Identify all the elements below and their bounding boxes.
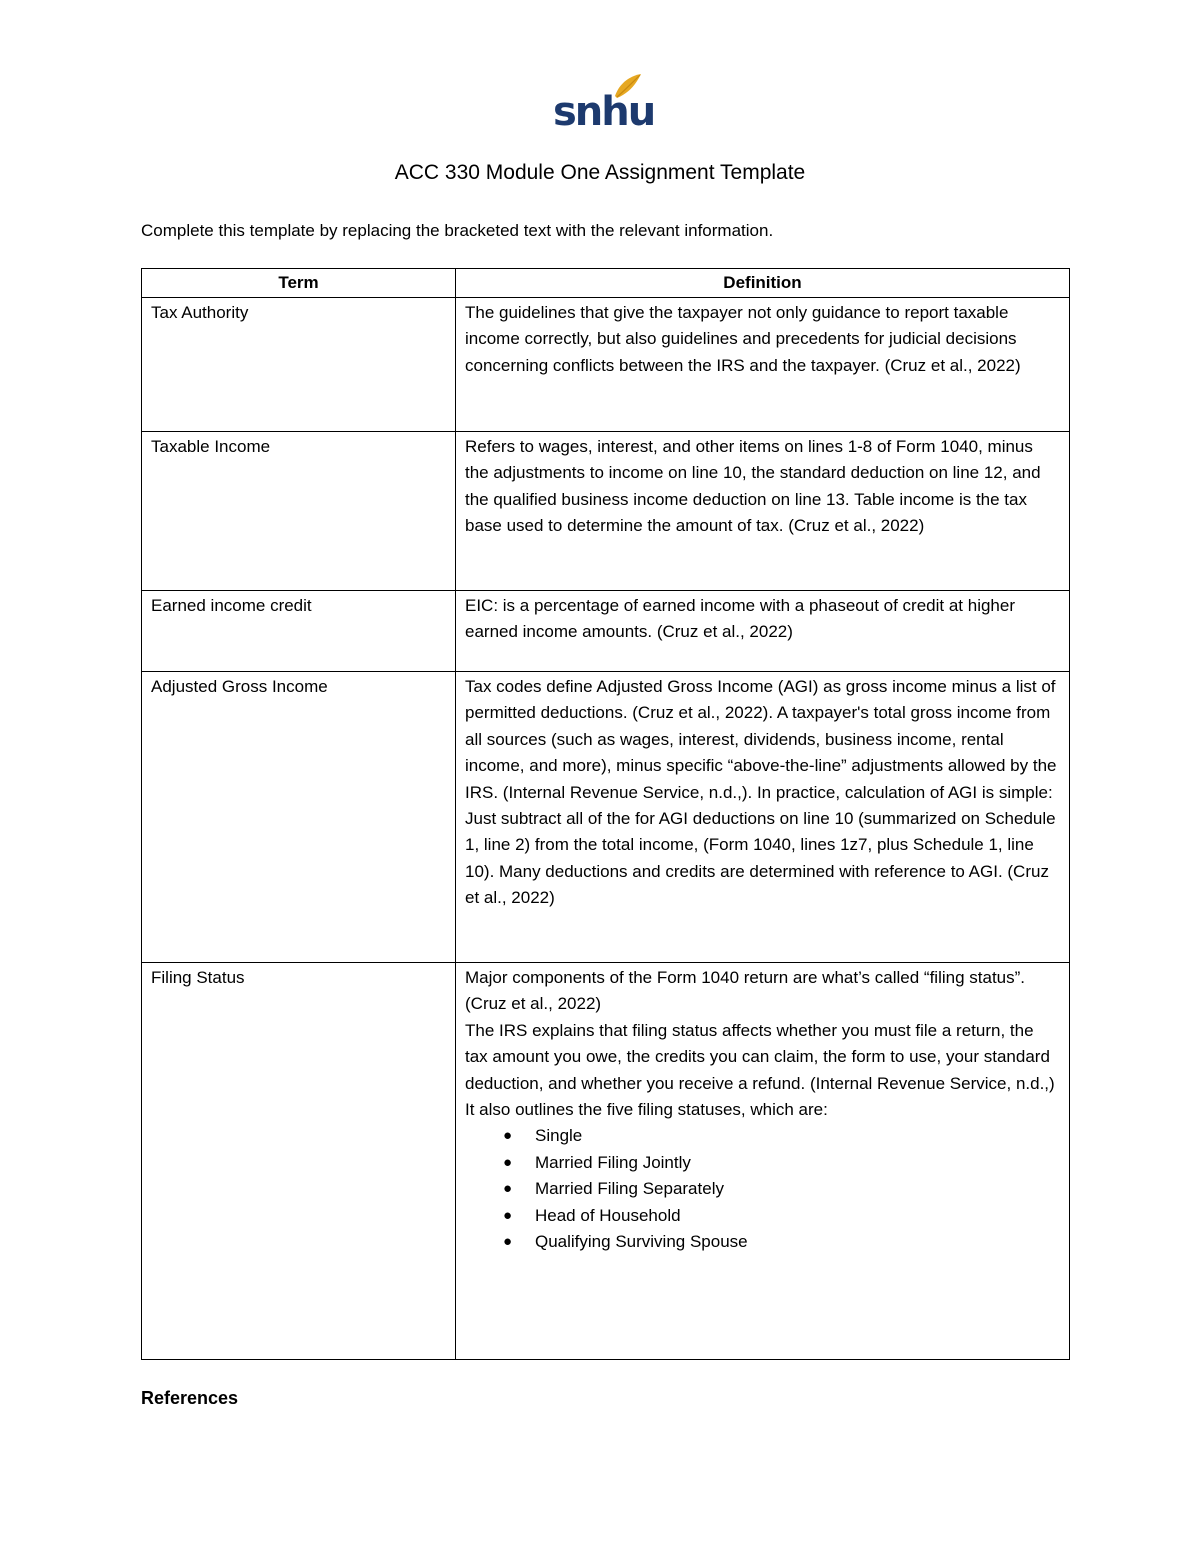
- filing-status-list: [465, 1123, 1060, 1255]
- bullet-icon: ●: [503, 1153, 513, 1171]
- table-header-row: [142, 269, 1070, 298]
- term-cell: Adjusted Gross Income: [142, 672, 456, 963]
- term-cell: Taxable Income: [142, 432, 456, 591]
- definition-cell: The guidelines that give the taxpayer not only guidance to report taxable income correctly, but also guidelines and precedents for judicial decisions concerning conflicts between the IRS and the taxpayer. (Cruz et al., 2022): [456, 298, 1070, 432]
- definition-paragraph: Major components of the Form 1040 return are what’s called “filing status”. (Cruz et al., 2022): [465, 968, 1026, 1014]
- table-row: [142, 591, 1070, 672]
- definition-paragraph: The IRS explains that filing status affects whether you must file a return, the tax amount you owe, the credits you can claim, the form to use, your standard deduction, and whether you receive a refund. (Internal Revenue Service, n.d.,): [465, 1020, 1055, 1093]
- table-row: [142, 963, 1070, 1360]
- list-item: [503, 1123, 1060, 1149]
- list-item-label: Married Filing Separately: [535, 1179, 724, 1199]
- definition-column-header: Definition: [456, 269, 1070, 298]
- terms-table: [141, 268, 1070, 1360]
- definition-cell: EIC: is a percentage of earned income with a phaseout of credit at higher earned income amounts. (Cruz et al., 2022): [456, 591, 1070, 672]
- bullet-icon: ●: [503, 1127, 513, 1145]
- logo-wordmark: snhu: [553, 89, 655, 135]
- term-column-header: Term: [142, 269, 456, 298]
- definition-cell: Refers to wages, interest, and other items on lines 1-8 of Form 1040, minus the adjustments to income on line 10, the standard deduction on line 12, and the qualified business income deduction on line 13. Table income is the tax base used to determine the amount of tax. (Cruz et al., 2022): [456, 432, 1070, 591]
- instructions-text: Complete this template by replacing the bracketed text with the relevant information.: [141, 221, 774, 240]
- snhu-logo: [553, 72, 655, 136]
- definition-cell: [456, 963, 1070, 1360]
- term-cell: Earned income credit: [142, 591, 456, 672]
- term-cell: Filing Status: [142, 963, 456, 1360]
- table-row: [142, 672, 1070, 963]
- list-item-label: Single: [535, 1126, 583, 1146]
- list-item-label: Head of Household: [535, 1205, 681, 1225]
- references-heading: References: [141, 1388, 239, 1408]
- definition-cell: Tax codes define Adjusted Gross Income (AGI) as gross income minus a list of permitted deductions. (Cruz et al., 2022). A taxpayer's total gross income from all sources (such as wages, interest, dividends, business income, rental income, and more), minus specific “above-the-line” adjustments allowed by the IRS. (Internal Revenue Service, n.d.,). In practice, calculation of AGI is simple: Just subtract all of the for AGI deductions on line 10 (summarized on Schedule 1, line 2) from the total income, (Form 1040, lines 1z7, plus Schedule 1, line 10). Many deductions and credits are determined with reference to AGI. (Cruz et al., 2022): [456, 672, 1070, 963]
- list-item-label: Married Filing Jointly: [535, 1152, 691, 1172]
- list-item: [503, 1150, 1060, 1176]
- list-item: [503, 1229, 1060, 1255]
- list-item: [503, 1203, 1060, 1229]
- table-row: [142, 432, 1070, 591]
- page-title: ACC 330 Module One Assignment Template: [394, 161, 806, 184]
- bullet-icon: ●: [503, 1233, 513, 1251]
- bullet-icon: ●: [503, 1206, 513, 1224]
- bullet-icon: ●: [503, 1180, 513, 1198]
- table-row: [142, 298, 1070, 432]
- definition-paragraph: It also outlines the five filing statuses, which are:: [465, 1100, 828, 1120]
- term-cell: Tax Authority: [142, 298, 456, 432]
- list-item-label: Qualifying Surviving Spouse: [535, 1232, 748, 1252]
- list-item: [503, 1176, 1060, 1202]
